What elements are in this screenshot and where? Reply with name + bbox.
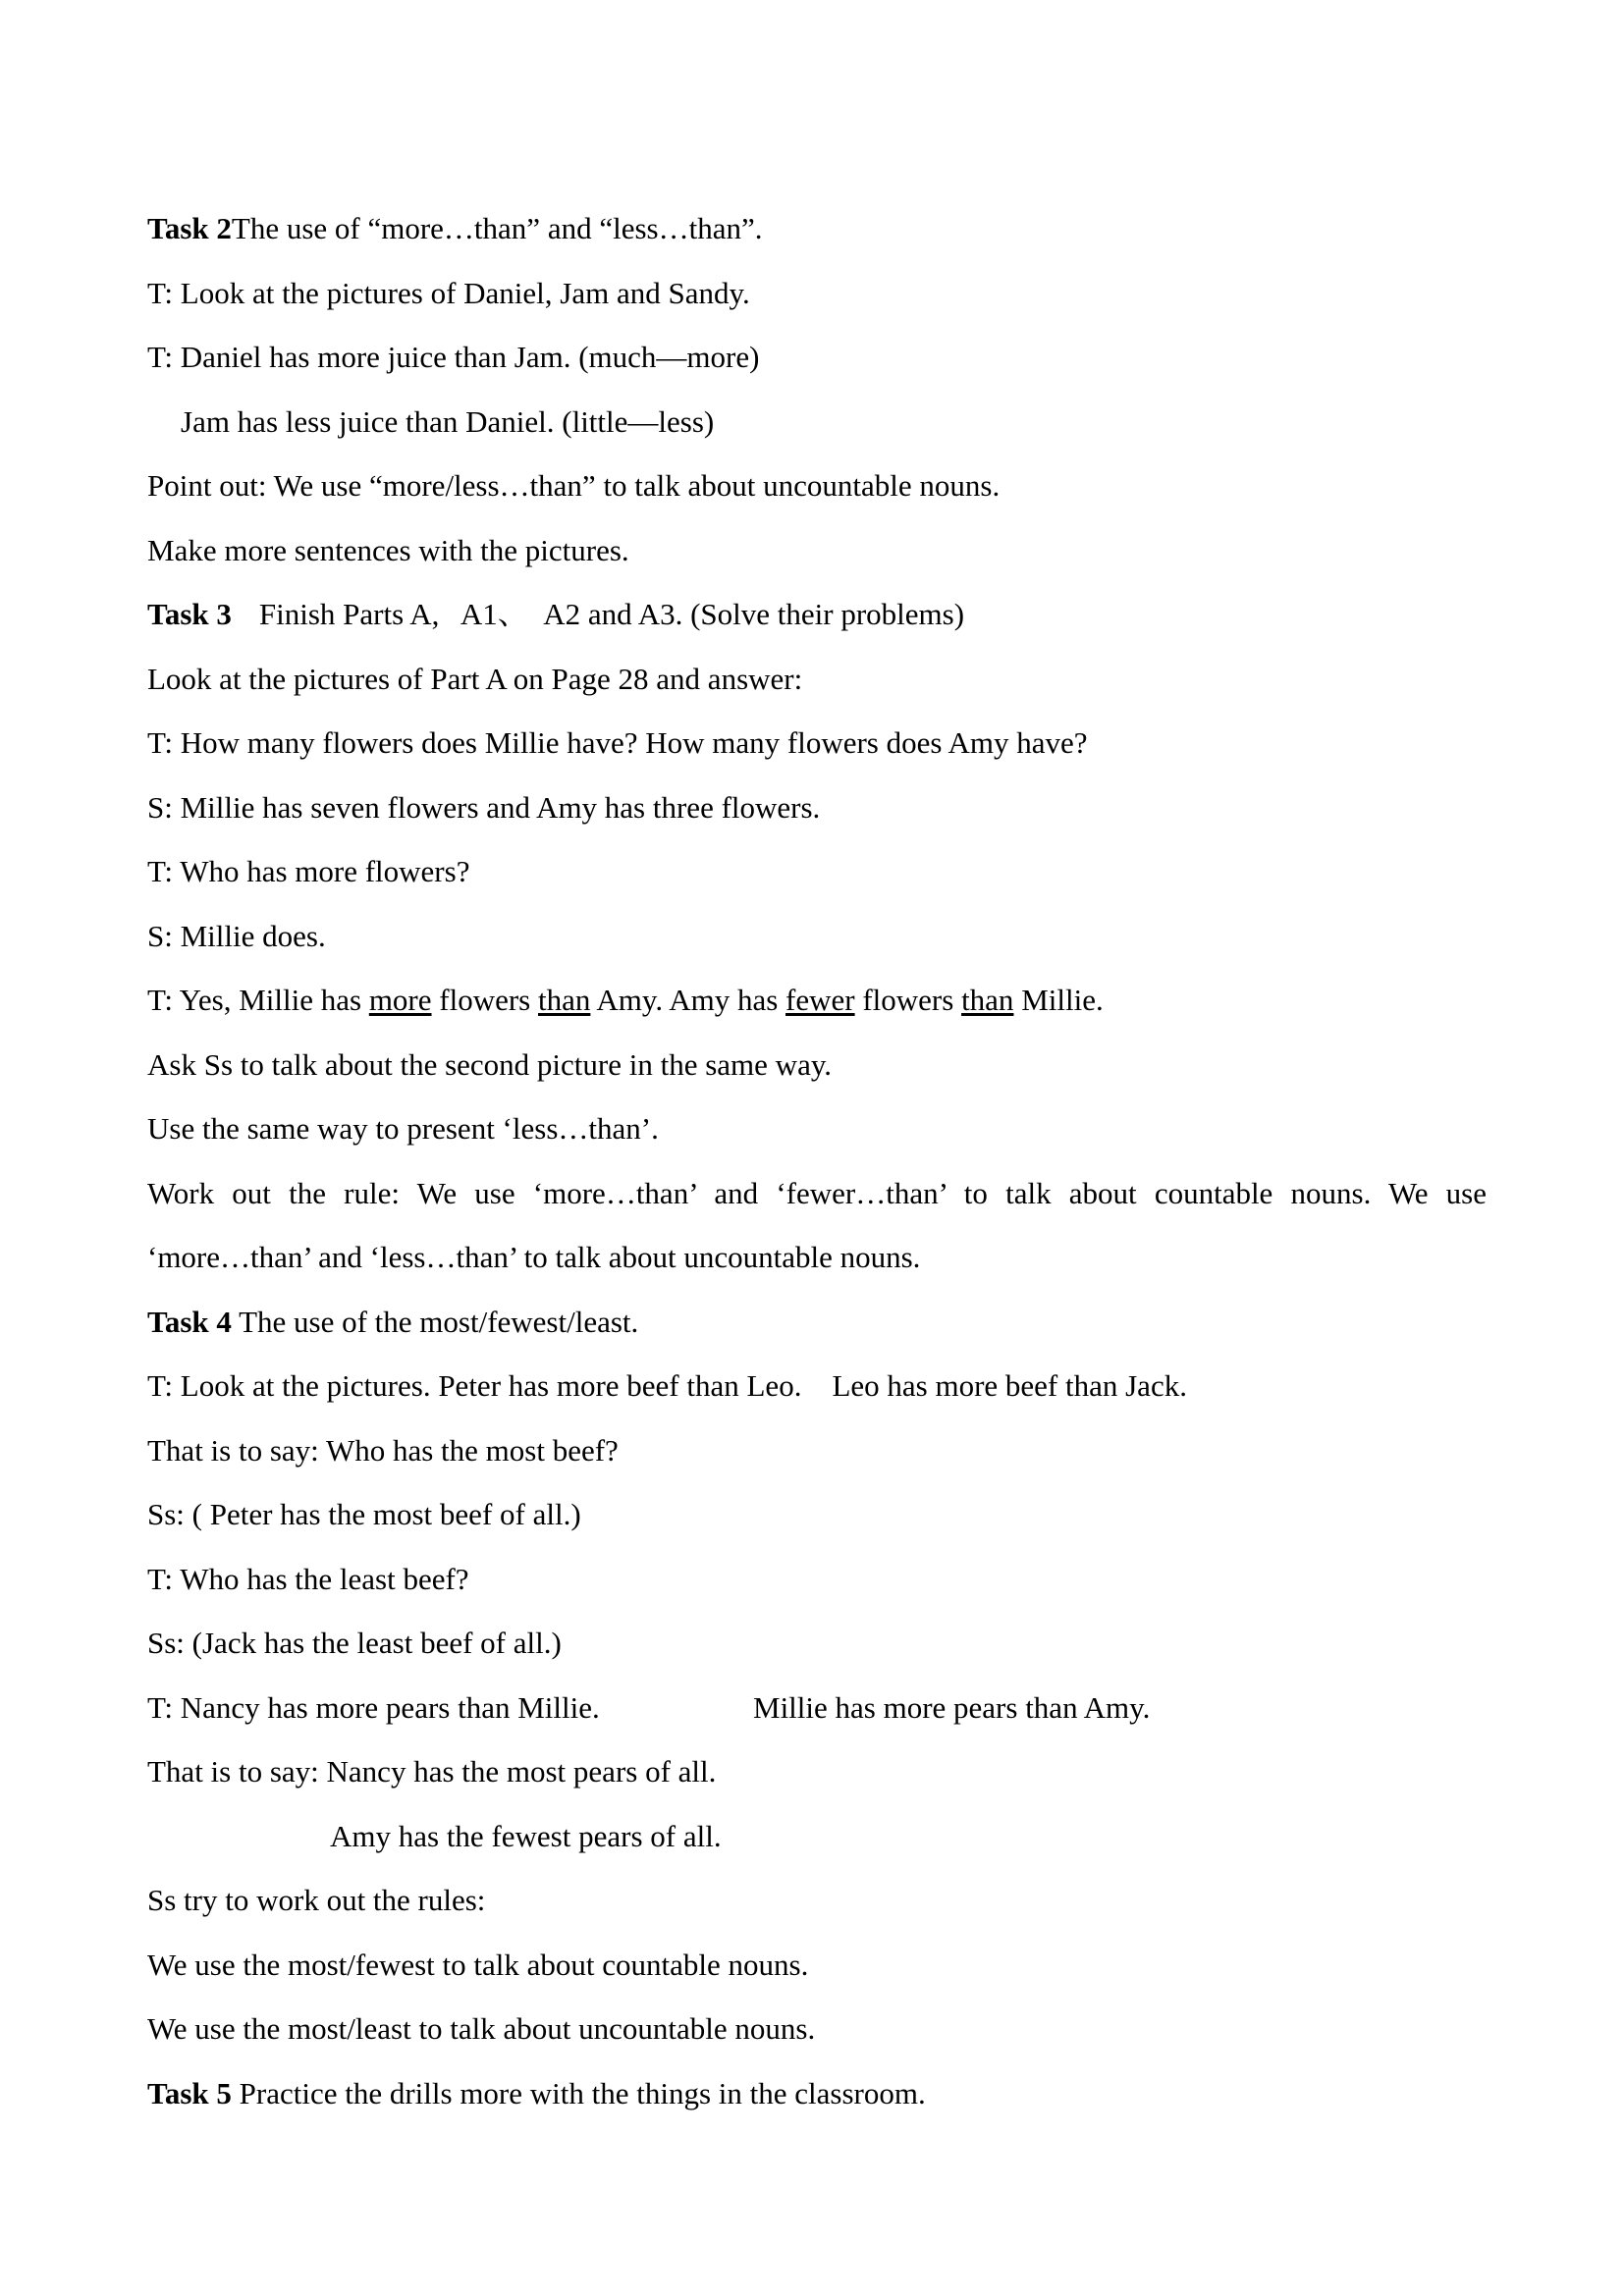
task-3-title: Finish Parts A, A1、 A2 and A3. (Solve their problems) [258, 597, 965, 631]
task-3-line-3: S: Millie has seven flowers and Amy has three flowers. [147, 790, 821, 825]
task-5-heading [147, 2074, 926, 2113]
text-segment: flowers [854, 983, 962, 1017]
task-5-label: Task 5 [147, 2076, 232, 2110]
underlined-fewer: fewer [785, 983, 855, 1017]
task-5-title: Practice the drills more with the things in the classroom. [231, 2076, 926, 2110]
task-4-line-4: T: Who has the least beef? [147, 1562, 469, 1596]
task-4-label: Task 4 [147, 1305, 232, 1339]
task-4-heading [147, 1303, 638, 1342]
task-2-line-4: Point out: We use “more/less…than” to talk about uncountable nouns. [147, 468, 1001, 503]
task-3-heading [147, 595, 964, 634]
task-3-line-10: ‘more…than’ and ‘less…than’ to talk about uncountable nouns. [147, 1240, 921, 1274]
underlined-than: than [538, 983, 591, 1017]
task-3-line-2: T: How many flowers does Millie have? How many flowers does Amy have? [147, 725, 1088, 760]
task-3-line-8: Use the same way to present ‘less…than’. [147, 1111, 659, 1146]
task-2-label: Task 2 [147, 211, 232, 245]
task-3-line-5: S: Millie does. [147, 919, 326, 953]
task-3-line-9: Work out the rule: We use ‘more…than’ and ‘fewer…than’ to talk about countable nouns. We use [147, 1176, 1487, 1210]
task-4-line-11: We use the most/least to talk about uncountable nouns. [147, 2011, 816, 2046]
task-3-line-1: Look at the pictures of Part A on Page 28 and answer: [147, 662, 803, 696]
task-3-line-4: T: Who has more flowers? [147, 854, 470, 888]
text-segment: T: Yes, Millie has [147, 983, 369, 1017]
task-3-label: Task 3 [147, 597, 232, 631]
task-3-line-7: Ask Ss to talk about the second picture in the same way. [147, 1047, 833, 1082]
text-segment: flowers [431, 983, 538, 1017]
task-2-line-5: Make more sentences with the pictures. [147, 533, 629, 567]
task-4-line-10: We use the most/fewest to talk about countable nouns. [147, 1948, 809, 1982]
task-4-line-2: That is to say: Who has the most beef? [147, 1433, 619, 1468]
task-4-line-6b: Millie has more pears than Amy. [753, 1690, 1151, 1725]
task-4-line-9: Ss try to work out the rules: [147, 1883, 486, 1917]
task-4-line-3: Ss: ( Peter has the most beef of all.) [147, 1497, 581, 1531]
task-2-line-1: T: Look at the pictures of Daniel, Jam and Sandy. [147, 276, 750, 310]
task-2-line-2: T: Daniel has more juice than Jam. (much—more) [147, 340, 760, 374]
task-2-line-3: Jam has less juice than Daniel. (little—less) [181, 404, 715, 439]
underlined-than: than [961, 983, 1014, 1017]
task-4-line-1: T: Look at the pictures. Peter has more beef than Leo. Leo has more beef than Jack. [147, 1368, 1187, 1403]
task-2-heading [147, 209, 762, 248]
underlined-more: more [368, 983, 432, 1017]
task-4-line-8: Amy has the fewest pears of all. [330, 1819, 722, 1853]
text-segment: Millie. [1013, 983, 1104, 1017]
task-4-line-6a: T: Nancy has more pears than Millie. [147, 1690, 600, 1725]
task-2-title: The use of “more…than” and “less…than”. [231, 211, 763, 245]
task-4-line-5: Ss: (Jack has the least beef of all.) [147, 1626, 562, 1660]
task-4-title: The use of the most/fewest/least. [231, 1305, 639, 1339]
task-3-line-6 [147, 981, 1104, 1020]
task-4-line-7: That is to say: Nancy has the most pears of all. [147, 1754, 717, 1789]
text-segment: Amy. Amy has [590, 983, 786, 1017]
